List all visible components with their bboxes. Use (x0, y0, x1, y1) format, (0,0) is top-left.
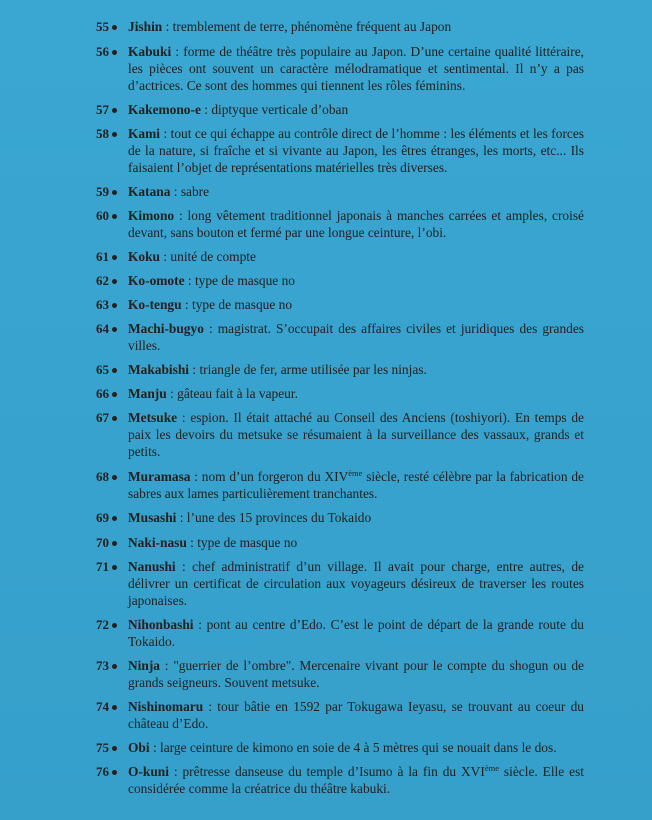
entry-definition: : triangle de fer, arme utilisée par les ninjas. (189, 362, 427, 377)
glossary-entry (96, 361, 584, 378)
entry-term: Musashi (128, 510, 177, 525)
entry-definition: : type de masque no (184, 273, 295, 288)
entry-term: O-kuni (128, 764, 169, 779)
entry-term: Machi-bugyo (128, 321, 204, 336)
bullet-icon (112, 279, 117, 284)
entry-term: Ko-tengu (128, 297, 182, 312)
entry-definition: : type de masque no (181, 297, 293, 312)
entry-definition: : tour bâtie en 1592 par Tokugawa Ieyasu, se trouvant au coeur du château d’Edo. (128, 699, 584, 732)
entry-number (96, 43, 117, 60)
bullet-icon (112, 664, 117, 669)
entry-number (96, 248, 117, 265)
entry-term: Kimono (128, 208, 175, 223)
entry-body (128, 272, 584, 289)
entry-body (128, 657, 584, 691)
bullet-icon (112, 108, 117, 113)
entry-body (128, 320, 584, 354)
glossary-entry (96, 125, 584, 177)
entry-body (128, 183, 584, 200)
bullet-icon (112, 25, 117, 30)
glossary-entry (96, 558, 584, 610)
entry-term: Kakemono-e (128, 102, 201, 117)
entry-number-text: 67 (96, 410, 109, 425)
entry-term: Muramasa (128, 469, 191, 484)
entry-number-text: 55 (96, 19, 109, 34)
bullet-icon (112, 565, 117, 570)
entry-number (96, 385, 117, 402)
entry-number (96, 409, 117, 426)
entry-definition-continued: siècle, resté célèbre par la fabrication de sabres aux lames particulièrement tranchantes. (128, 469, 584, 502)
entry-number (96, 18, 117, 35)
glossary-entry (96, 272, 584, 289)
bullet-icon (112, 416, 117, 421)
entry-body (128, 534, 584, 551)
entry-body (128, 248, 584, 265)
entry-body (128, 101, 584, 118)
entry-number-text: 73 (96, 658, 109, 673)
glossary-entry (96, 385, 584, 402)
bullet-icon (112, 623, 117, 628)
entry-number-text: 57 (96, 102, 109, 117)
entry-term: Naki-nasu (128, 535, 187, 550)
entry-definition: : sabre (170, 184, 210, 199)
entry-number-text: 66 (96, 386, 109, 401)
entry-number (96, 534, 117, 551)
entry-number-text: 70 (96, 535, 109, 550)
entry-definition: : gâteau fait à la vapeur. (166, 386, 298, 401)
entry-body (128, 43, 584, 95)
entry-number-text: 76 (96, 764, 109, 779)
entry-number-text: 58 (96, 126, 109, 141)
entry-definition: : magistrat. S’occupait des affaires civiles et juridiques des grandes villes. (128, 321, 584, 354)
glossary-entry (96, 248, 584, 265)
entry-number-text: 68 (96, 469, 109, 484)
entry-number (96, 125, 117, 142)
bullet-icon (112, 516, 117, 521)
entry-body (128, 739, 584, 756)
entry-term: Nihonbashi (128, 617, 194, 632)
entry-definition: : pont au centre d’Edo. C’est le point de départ de la grande route du Tokaido. (128, 617, 584, 650)
entry-number-text: 69 (96, 510, 109, 525)
entry-body (128, 296, 584, 313)
entry-body (128, 207, 584, 241)
entry-number-text: 62 (96, 273, 109, 288)
entry-number (96, 101, 117, 118)
bullet-icon (112, 541, 117, 546)
glossary-entry (96, 409, 584, 461)
entry-body (128, 361, 584, 378)
entry-body (128, 509, 584, 526)
bullet-icon (112, 327, 117, 332)
entry-number-text: 74 (96, 699, 109, 714)
bullet-icon (112, 132, 117, 137)
entry-definition: : tremblement de terre, phénomène fréquent au Japon (162, 19, 452, 34)
entry-number (96, 361, 117, 378)
entry-body (128, 616, 584, 650)
entry-number (96, 558, 117, 575)
entry-number-text: 60 (96, 208, 109, 223)
entry-number (96, 183, 117, 200)
entry-body (128, 698, 584, 732)
glossary-entry (96, 43, 584, 95)
bullet-icon (112, 255, 117, 260)
entry-number (96, 207, 117, 224)
entry-number (96, 616, 117, 633)
glossary-entry (96, 468, 584, 502)
entry-definition: : prêtresse danseuse du temple d’Isumo à la fin du XVI (168, 764, 485, 779)
entry-number-text: 59 (96, 184, 109, 199)
entry-term: Nanushi (128, 559, 176, 574)
entry-body (128, 409, 584, 461)
entry-term: Metsuke (128, 410, 178, 425)
entry-superscript: ème (348, 468, 363, 478)
entry-definition: : long vêtement traditionnel japonais à manches carrées et amples, croisé devant, sans bouton et fermé par une longue ceinture, l’obi. (128, 208, 584, 241)
bullet-icon (112, 770, 117, 775)
entry-number (96, 763, 117, 780)
entry-definition: : unité de compte (160, 249, 256, 264)
glossary-entry (96, 509, 584, 526)
entry-body (128, 385, 584, 402)
entry-number-text: 75 (96, 740, 109, 755)
entry-number (96, 739, 117, 756)
entry-definition: : nom d’un forgeron du XIV (190, 469, 349, 484)
entry-term: Makabishi (128, 362, 190, 377)
entry-number (96, 296, 117, 313)
entry-term: Ko-omote (128, 273, 185, 288)
entry-term: Nishinomaru (128, 699, 204, 714)
bullet-icon (112, 746, 117, 751)
bullet-icon (112, 475, 117, 480)
entry-definition: : diptyque verticale d’oban (200, 102, 349, 117)
glossary-entry (96, 101, 584, 118)
bullet-icon (112, 303, 117, 308)
bullet-icon (112, 368, 117, 373)
glossary-entry (96, 616, 584, 650)
entry-body (128, 125, 584, 177)
entry-definition: : tout ce qui échappe au contrôle direct de l’homme : les éléments et les forces de la nature, si fraîche et si vivante au Japon, les êtres étranges, les morts, etc... Ils faisaient l’objet de représentations matérielles très diverses. (128, 126, 584, 176)
glossary-entry (96, 320, 584, 354)
bullet-icon (112, 705, 117, 710)
glossary-entry (96, 763, 584, 797)
entry-definition: : forme de théâtre très populaire au Japon. D’une certaine qualité littéraire, les pièces ont souvent un caractère mélodramatique et sentimental. Il n’y a pas d’actrices. Ce sont des hommes qui tiennent les rôles féminins. (128, 44, 584, 94)
entry-term: Kabuki (128, 44, 172, 59)
bullet-icon (112, 190, 117, 195)
entry-definition: : type de masque no (186, 535, 298, 550)
entry-definition: : l’une des 15 provinces du Tokaido (176, 510, 372, 525)
entry-term: Kami (128, 126, 160, 141)
entry-number (96, 468, 117, 485)
entry-term: Ninja (128, 658, 160, 673)
glossary-entry (96, 698, 584, 732)
glossary-entry (96, 296, 584, 313)
entry-number-text: 64 (96, 321, 109, 336)
glossary-entry (96, 534, 584, 551)
glossary-entry (96, 18, 584, 35)
entry-definition: : espion. Il était attaché au Conseil des Anciens (toshiyori). En temps de paix les devoirs du metsuke se résumaient à la surveillance des vassaux, grands et petits. (128, 410, 584, 460)
entry-term: Katana (128, 184, 171, 199)
entry-number (96, 509, 117, 526)
entry-term: Obi (128, 740, 150, 755)
entry-number-text: 56 (96, 44, 109, 59)
entry-definition: : large ceinture de kimono en soie de 4 à 5 mètres qui se nouait dans le dos. (149, 740, 557, 755)
entry-number (96, 657, 117, 674)
bullet-icon (112, 50, 117, 55)
entry-number (96, 698, 117, 715)
entry-number-text: 63 (96, 297, 109, 312)
bullet-icon (112, 392, 117, 397)
glossary-entry (96, 739, 584, 756)
entry-term: Manju (128, 386, 167, 401)
entry-number-text: 65 (96, 362, 109, 377)
entry-definition: : chef administratif d’un village. Il avait pour charge, entre autres, de délivrer un certificat de circulation aux voyageurs désireux de traverser les routes japonaises. (128, 559, 584, 609)
bullet-icon (112, 214, 117, 219)
entry-number-text: 72 (96, 617, 109, 632)
entry-body (128, 468, 584, 502)
entry-number-text: 71 (96, 559, 109, 574)
entry-definition: : "guerrier de l’ombre". Mercenaire vivant pour le compte du shogun ou de grands seigneurs. Souvent metsuke. (128, 658, 584, 691)
entry-number (96, 320, 117, 337)
entry-superscript: ème (484, 763, 499, 773)
entry-number-text: 61 (96, 249, 109, 264)
entry-body (128, 763, 584, 797)
entry-definition-continued: siècle. Elle est considérée comme la créatrice du théâtre kabuki. (128, 764, 585, 797)
entry-number (96, 272, 117, 289)
glossary-entry (96, 183, 584, 200)
entry-body (128, 18, 584, 35)
entry-body (128, 558, 584, 610)
entry-term: Koku (128, 249, 161, 264)
glossary-entry (96, 207, 584, 241)
glossary-entry (96, 657, 584, 691)
entry-term: Jishin (128, 19, 163, 34)
